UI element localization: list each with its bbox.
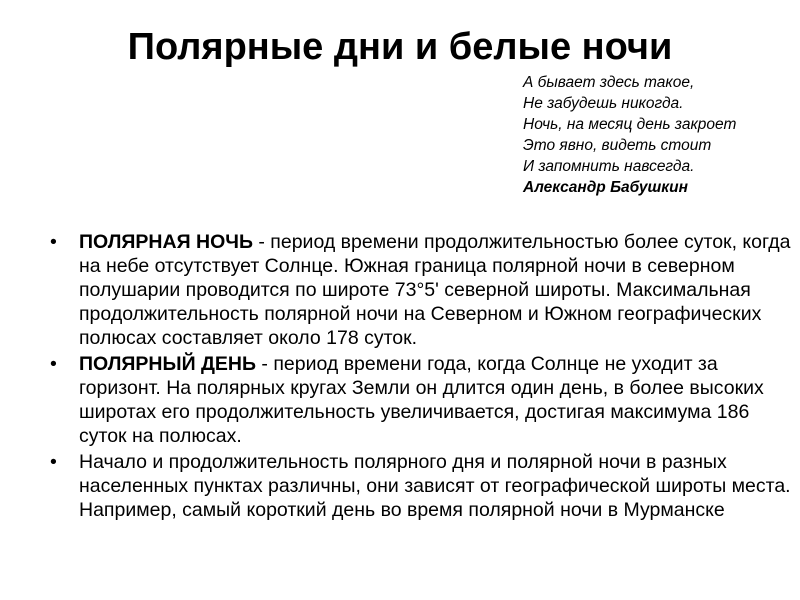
epigraph-line: Ночь, на месяц день закроет [523,116,737,133]
epigraph-line: И запомнить навсегда. [523,158,695,175]
bullet-text: - период времени года, когда Солнце не уходит за горизонт. На полярных кругах Земли он длится один день, в более высоких широтах его продолжительность увеличивается, достигая максимума 186 суток на полюсах. [79,353,764,447]
bullet-text: Начало и продолжительность полярного дня и полярной ночи в разных населенных пунктах различны, они зависят от географической широты места. Например, самый короткий день во время полярной ночи в Мурманске [79,451,791,521]
slide-title: Полярные дни и белые ночи [127,26,673,68]
bullet-dot-icon: • [50,353,57,375]
term-polar-day: ПОЛЯРНЫЙ ДЕНЬ [79,353,257,375]
term-polar-night: ПОЛЯРНАЯ НОЧЬ [79,231,253,253]
bullet-item-polar-night [47,230,792,350]
bullet-dot-icon: • [50,451,57,473]
bullet-item-polar-day [47,352,792,448]
bullet-text: - период времени продолжительностью более суток, когда на небе отсутствует Солнце. Южная граница полярной ночи в северном полушарии проводится по широте 73°5' северной широты. Максимальная продолжительность полярной ночи на Северном и Южном географических полюсах составляет около 178 суток. [79,231,791,349]
bullet-dot-icon: • [50,231,57,253]
bullet-item-variation [47,450,792,522]
epigraph-line: Не забудешь никогда. [523,95,684,112]
epigraph-author: Александр Бабушкин [523,179,688,196]
epigraph-poem [523,72,800,198]
bullet-list [47,230,792,524]
epigraph-line: А бывает здесь такое, [523,74,695,91]
epigraph-line: Это явно, видеть стоит [523,137,712,154]
